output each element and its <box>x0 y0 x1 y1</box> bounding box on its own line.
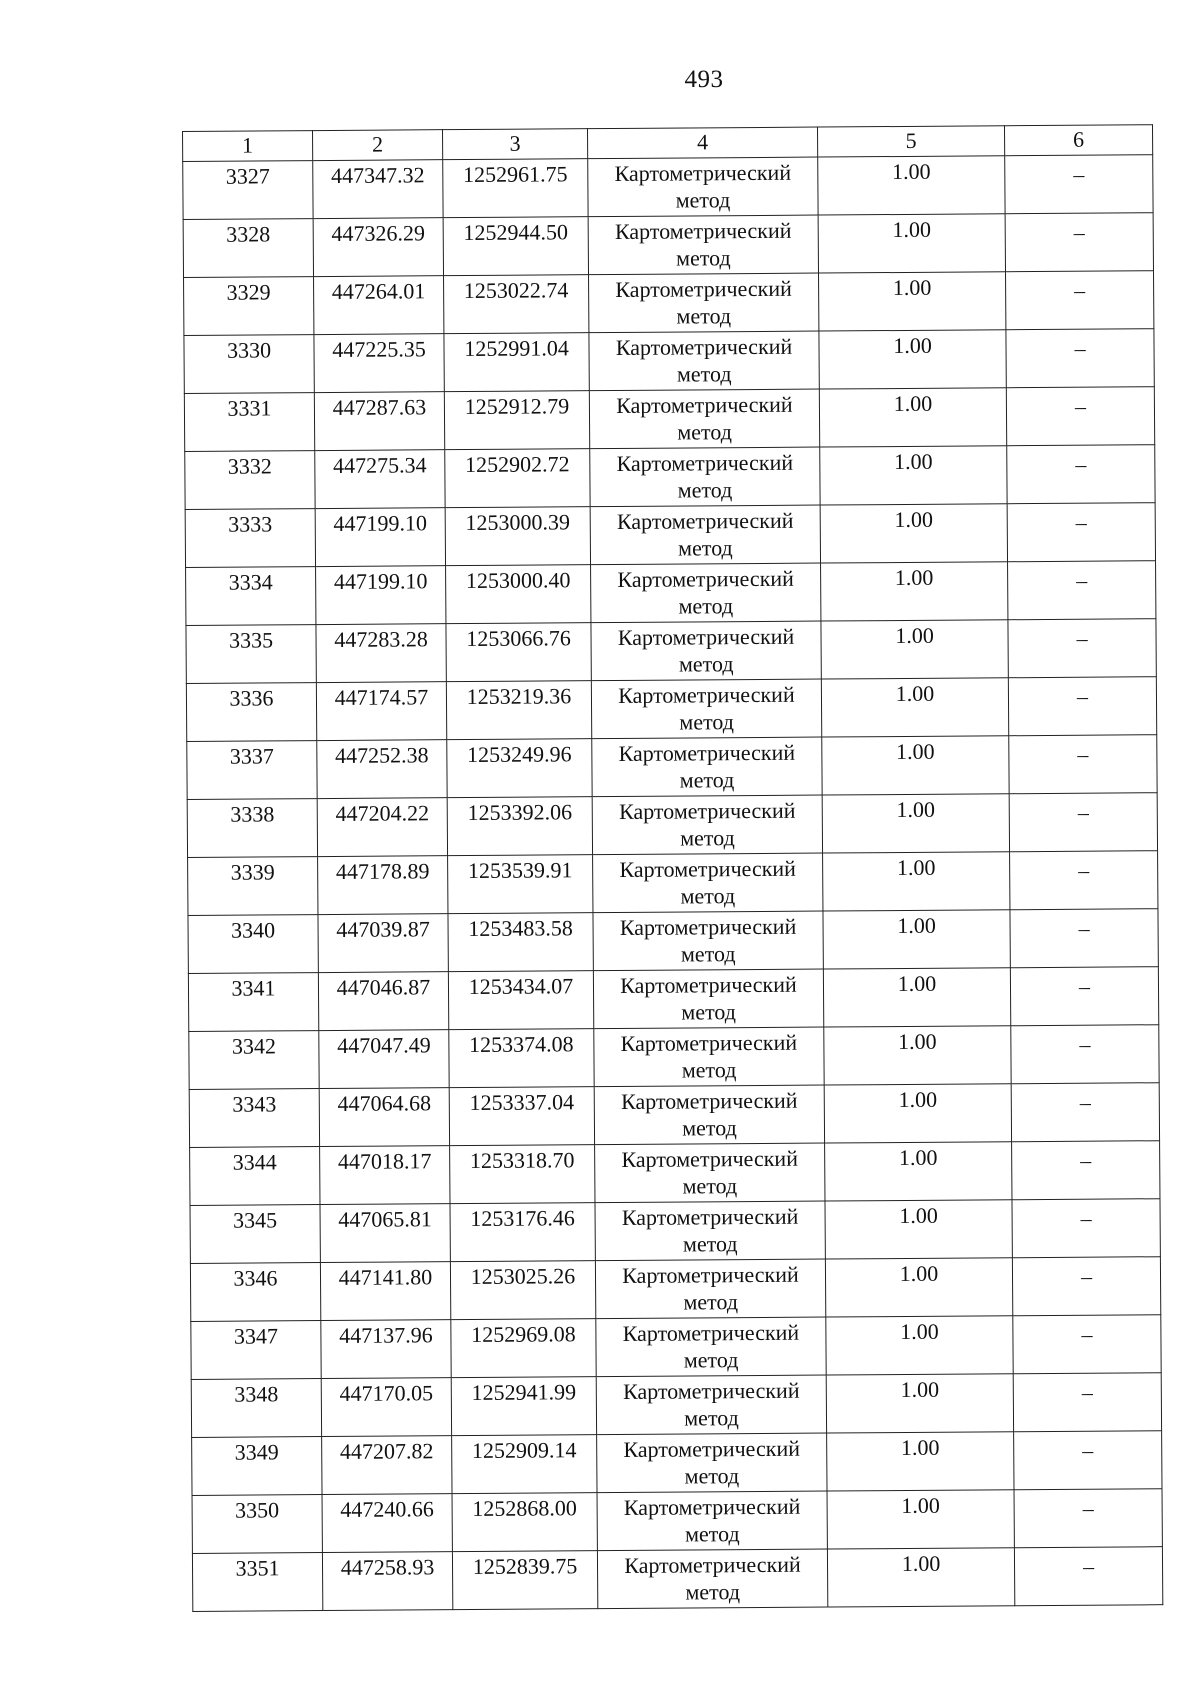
method-cell: Картометрический метод <box>591 563 821 623</box>
accuracy-cell: 1.00 <box>820 504 1007 563</box>
table-body <box>183 155 1163 1612</box>
dash-mark: – <box>1081 1379 1093 1405</box>
column-header: 5 <box>817 126 1004 157</box>
table-row <box>185 503 1155 568</box>
x-coordinate-cell: 447065.81 <box>320 1204 450 1263</box>
accuracy-cell: 1.00 <box>819 388 1006 447</box>
accuracy-cell: 1.00 <box>821 562 1008 621</box>
y-coordinate-cell: 1253219.36 <box>446 681 591 740</box>
point-number-cell: 3330 <box>184 335 314 394</box>
dash-mark: – <box>1080 1205 1092 1231</box>
dash-mark: – <box>1082 1437 1094 1463</box>
accuracy-cell: 1.00 <box>825 1258 1012 1317</box>
column-header: 3 <box>442 129 587 160</box>
x-coordinate-cell: 447046.87 <box>318 972 448 1031</box>
y-coordinate-cell: 1253374.08 <box>449 1029 594 1088</box>
x-coordinate-cell: 447178.89 <box>318 856 448 915</box>
y-coordinate-cell: 1252991.04 <box>444 333 589 392</box>
y-coordinate-cell: 1252868.00 <box>452 1493 597 1552</box>
note-cell <box>1014 1489 1162 1548</box>
method-cell: Картометрический метод <box>593 853 823 913</box>
dash-mark: – <box>1080 1263 1093 1289</box>
x-coordinate-cell: 447039.87 <box>318 914 448 973</box>
method-cell: Картометрический метод <box>590 505 820 565</box>
y-coordinate-cell: 1253025.26 <box>450 1261 595 1320</box>
x-coordinate-cell: 447240.66 <box>322 1494 452 1553</box>
x-coordinate-cell: 447283.28 <box>316 624 446 683</box>
dash-mark: – <box>1077 799 1089 825</box>
table-row <box>186 677 1156 742</box>
note-cell <box>1013 1315 1161 1374</box>
x-coordinate-cell: 447347.32 <box>313 160 443 219</box>
point-number-cell: 3337 <box>187 741 317 800</box>
accuracy-cell: 1.00 <box>822 736 1009 795</box>
y-coordinate-cell: 1253392.06 <box>447 797 592 856</box>
table-row <box>184 271 1154 336</box>
point-number-cell: 3331 <box>184 393 314 452</box>
accuracy-cell: 1.00 <box>820 446 1007 505</box>
y-coordinate-cell: 1253000.39 <box>445 507 590 566</box>
dash-mark: – <box>1082 1495 1094 1521</box>
page-number: 493 <box>684 66 724 93</box>
method-cell: Картометрический метод <box>590 447 820 507</box>
coordinates-table-container <box>182 124 1162 1612</box>
table-row <box>190 1141 1160 1206</box>
table-row <box>192 1547 1162 1612</box>
y-coordinate-cell: 1252941.99 <box>451 1377 596 1436</box>
method-cell: Картометрический метод <box>595 1143 825 1203</box>
accuracy-cell: 1.00 <box>825 1142 1012 1201</box>
accuracy-cell: 1.00 <box>819 272 1006 331</box>
note-cell <box>1007 445 1155 504</box>
y-coordinate-cell: 1253434.07 <box>448 971 593 1030</box>
accuracy-cell: 1.00 <box>824 1026 1011 1085</box>
x-coordinate-cell: 447199.10 <box>316 566 446 625</box>
note-cell <box>1011 1083 1159 1142</box>
y-coordinate-cell: 1253337.04 <box>449 1087 594 1146</box>
dash-mark: – <box>1078 915 1090 941</box>
column-header: 2 <box>313 130 443 161</box>
dash-mark: – <box>1078 857 1090 883</box>
dash-mark: – <box>1079 1031 1091 1057</box>
point-number-cell: 3349 <box>192 1437 322 1496</box>
accuracy-cell: 1.00 <box>827 1490 1014 1549</box>
table-row <box>188 909 1158 974</box>
coordinates-table <box>182 124 1163 1612</box>
point-number-cell: 3343 <box>189 1089 319 1148</box>
dash-mark: – <box>1074 277 1086 303</box>
accuracy-cell: 1.00 <box>821 678 1008 737</box>
x-coordinate-cell: 447137.96 <box>321 1320 451 1379</box>
table-row <box>190 1257 1160 1322</box>
dash-mark: – <box>1073 219 1085 245</box>
point-number-cell: 3344 <box>190 1147 320 1206</box>
table-row <box>185 445 1155 510</box>
y-coordinate-cell: 1252909.14 <box>452 1435 597 1494</box>
table-row <box>191 1315 1161 1380</box>
y-coordinate-cell: 1252912.79 <box>444 391 589 450</box>
y-coordinate-cell: 1253000.40 <box>446 565 591 624</box>
note-cell <box>1010 851 1158 910</box>
table-row <box>191 1373 1161 1438</box>
x-coordinate-cell: 447207.82 <box>322 1436 452 1495</box>
point-number-cell: 3345 <box>190 1205 320 1264</box>
method-cell: Картометрический метод <box>591 679 821 739</box>
y-coordinate-cell: 1252969.08 <box>451 1319 596 1378</box>
note-cell <box>1012 1257 1160 1316</box>
dash-mark: – <box>1076 567 1088 593</box>
note-cell <box>1014 1431 1162 1490</box>
dash-mark: – <box>1075 451 1087 477</box>
point-number-cell: 3334 <box>186 567 316 626</box>
y-coordinate-cell: 1252944.50 <box>443 217 588 276</box>
table-row <box>187 735 1157 800</box>
point-number-cell: 3328 <box>183 219 313 278</box>
y-coordinate-cell: 1253539.91 <box>448 855 593 914</box>
x-coordinate-cell: 447275.34 <box>315 450 445 509</box>
y-coordinate-cell: 1253022.74 <box>444 275 589 334</box>
method-cell: Картометрический метод <box>589 331 819 391</box>
table-row <box>190 1199 1160 1264</box>
dash-mark: – <box>1073 161 1085 187</box>
x-coordinate-cell: 447225.35 <box>314 334 444 393</box>
note-cell <box>1007 503 1155 562</box>
dash-mark: – <box>1078 973 1091 999</box>
method-cell: Картометрический метод <box>588 215 818 275</box>
y-coordinate-cell: 1253066.76 <box>446 623 591 682</box>
point-number-cell: 3336 <box>186 683 316 742</box>
table-row <box>186 561 1156 626</box>
method-cell: Картометрический метод <box>589 389 819 449</box>
x-coordinate-cell: 447264.01 <box>314 276 444 335</box>
note-cell <box>1010 909 1158 968</box>
point-number-cell: 3339 <box>188 857 318 916</box>
x-coordinate-cell: 447064.68 <box>319 1088 449 1147</box>
method-cell: Картометрический метод <box>589 273 819 333</box>
method-cell: Картометрический метод <box>588 157 818 217</box>
note-cell <box>1008 561 1156 620</box>
accuracy-cell: 1.00 <box>826 1374 1013 1433</box>
accuracy-cell: 1.00 <box>823 852 1010 911</box>
accuracy-cell: 1.00 <box>827 1432 1014 1491</box>
note-cell <box>1005 213 1153 272</box>
table-row <box>192 1489 1162 1554</box>
method-cell: Картометрический метод <box>595 1201 825 1261</box>
accuracy-cell: 1.00 <box>825 1200 1012 1259</box>
point-number-cell: 3338 <box>187 799 317 858</box>
accuracy-cell: 1.00 <box>826 1316 1013 1375</box>
column-header: 4 <box>587 127 817 159</box>
point-number-cell: 3342 <box>189 1031 319 1090</box>
point-number-cell: 3346 <box>190 1263 320 1322</box>
method-cell: Картометрический метод <box>596 1375 826 1435</box>
method-cell: Картометрический метод <box>594 1027 824 1087</box>
point-number-cell: 3329 <box>184 277 314 336</box>
dash-mark: – <box>1079 1089 1091 1115</box>
x-coordinate-cell: 447141.80 <box>320 1262 450 1321</box>
x-coordinate-cell: 447287.63 <box>314 392 444 451</box>
table-row <box>188 967 1158 1032</box>
point-number-cell: 3340 <box>188 915 318 974</box>
method-cell: Картометрический метод <box>597 1433 827 1493</box>
x-coordinate-cell: 447170.05 <box>321 1378 451 1437</box>
x-coordinate-cell: 447018.17 <box>320 1146 450 1205</box>
note-cell <box>1008 677 1156 736</box>
dash-mark: – <box>1075 509 1087 535</box>
point-number-cell: 3350 <box>192 1495 322 1554</box>
table-row <box>183 155 1153 220</box>
point-number-cell: 3351 <box>192 1553 322 1612</box>
table-row <box>186 619 1156 684</box>
y-coordinate-cell: 1252902.72 <box>445 449 590 508</box>
note-cell <box>1005 155 1153 214</box>
table-row <box>189 1083 1159 1148</box>
table-row <box>184 387 1154 452</box>
table-row <box>183 213 1153 278</box>
accuracy-cell: 1.00 <box>824 1084 1011 1143</box>
dash-mark: – <box>1081 1321 1093 1347</box>
x-coordinate-cell: 447199.10 <box>315 508 445 567</box>
y-coordinate-cell: 1252839.75 <box>452 1551 597 1610</box>
method-cell: Картометрический метод <box>593 969 823 1029</box>
note-cell <box>1010 967 1158 1026</box>
table-row <box>184 329 1154 394</box>
column-header: 1 <box>183 131 313 162</box>
dash-mark: – <box>1082 1553 1095 1579</box>
method-cell: Картометрический метод <box>597 1549 827 1609</box>
point-number-cell: 3332 <box>185 451 315 510</box>
method-cell: Картометрический метод <box>594 1085 824 1145</box>
dash-mark: – <box>1074 335 1086 361</box>
x-coordinate-cell: 447258.93 <box>322 1552 452 1611</box>
accuracy-cell: 1.00 <box>823 968 1010 1027</box>
table-row <box>188 851 1158 916</box>
point-number-cell: 3327 <box>183 161 313 220</box>
column-header: 6 <box>1004 125 1152 156</box>
accuracy-cell: 1.00 <box>819 330 1006 389</box>
y-coordinate-cell: 1253318.70 <box>450 1145 595 1204</box>
note-cell <box>1009 793 1157 852</box>
note-cell <box>1014 1547 1162 1606</box>
x-coordinate-cell: 447174.57 <box>316 682 446 741</box>
y-coordinate-cell: 1253176.46 <box>450 1203 595 1262</box>
note-cell <box>1006 387 1154 446</box>
method-cell: Картометрический метод <box>597 1491 827 1551</box>
note-cell <box>1011 1025 1159 1084</box>
point-number-cell: 3335 <box>186 625 316 684</box>
accuracy-cell: 1.00 <box>827 1548 1014 1607</box>
table-row <box>192 1431 1162 1496</box>
accuracy-cell: 1.00 <box>818 156 1005 215</box>
x-coordinate-cell: 447204.22 <box>317 798 447 857</box>
y-coordinate-cell: 1253483.58 <box>448 913 593 972</box>
accuracy-cell: 1.00 <box>822 794 1009 853</box>
method-cell: Картометрический метод <box>591 621 821 681</box>
note-cell <box>1006 271 1154 330</box>
note-cell <box>1012 1199 1160 1258</box>
point-number-cell: 3341 <box>188 973 318 1032</box>
x-coordinate-cell: 447326.29 <box>313 218 443 277</box>
note-cell <box>1008 619 1156 678</box>
accuracy-cell: 1.00 <box>818 214 1005 273</box>
dash-mark: – <box>1080 1147 1092 1173</box>
y-coordinate-cell: 1252961.75 <box>443 159 588 218</box>
point-number-cell: 3347 <box>191 1321 321 1380</box>
x-coordinate-cell: 447252.38 <box>317 740 447 799</box>
note-cell <box>1009 735 1157 794</box>
method-cell: Картометрический метод <box>593 911 823 971</box>
point-number-cell: 3348 <box>191 1379 321 1438</box>
table-row <box>187 793 1157 858</box>
dash-mark: – <box>1077 741 1089 767</box>
note-cell <box>1006 329 1154 388</box>
method-cell: Картометрический метод <box>595 1259 825 1319</box>
table-row <box>189 1025 1159 1090</box>
y-coordinate-cell: 1253249.96 <box>447 739 592 798</box>
accuracy-cell: 1.00 <box>821 620 1008 679</box>
dash-mark: – <box>1076 625 1088 651</box>
dash-mark: – <box>1074 393 1087 419</box>
method-cell: Картометрический метод <box>592 737 822 797</box>
method-cell: Картометрический метод <box>596 1317 826 1377</box>
dash-mark: – <box>1076 683 1089 709</box>
point-number-cell: 3333 <box>185 509 315 568</box>
x-coordinate-cell: 447047.49 <box>319 1030 449 1089</box>
method-cell: Картометрический метод <box>592 795 822 855</box>
note-cell <box>1013 1373 1161 1432</box>
accuracy-cell: 1.00 <box>823 910 1010 969</box>
note-cell <box>1012 1141 1160 1200</box>
